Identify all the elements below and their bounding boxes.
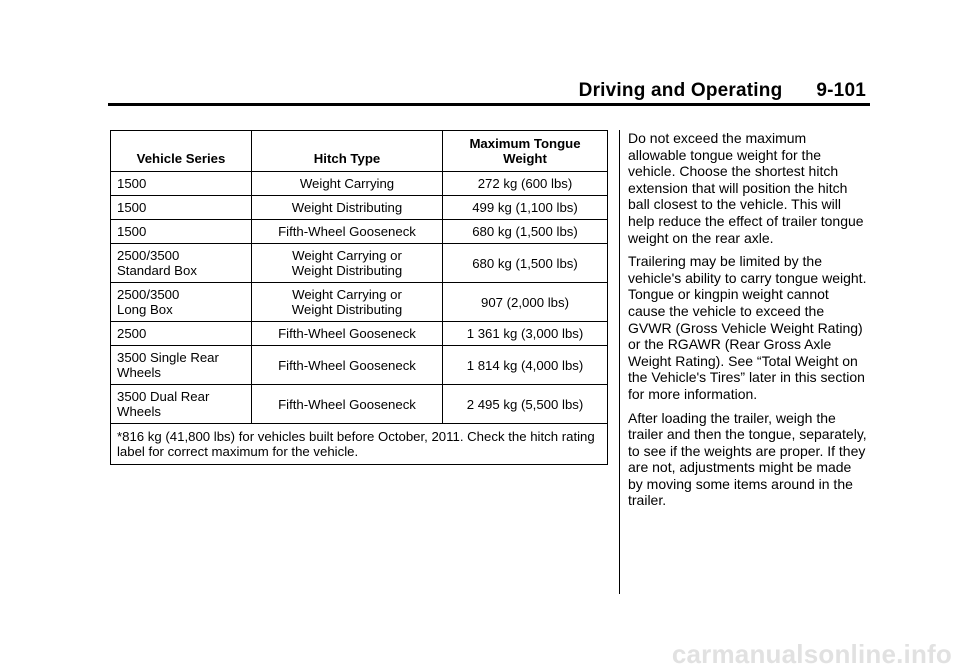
- table-row: [111, 244, 608, 283]
- tongue-weight-cell: 907 (2,000 lbs): [443, 283, 608, 322]
- vehicle-series-cell: 3500 Dual Rear Wheels: [111, 385, 252, 424]
- header-vehicle-series: Vehicle Series: [111, 131, 252, 172]
- tongue-weight-cell: 680 kg (1,500 lbs): [443, 220, 608, 244]
- tongue-weight-cell: 1 814 kg (4,000 lbs): [443, 346, 608, 385]
- page-header: [579, 80, 866, 102]
- table-row: [111, 346, 608, 385]
- body-paragraph: After loading the trailer, weigh the trailer and then the tongue, separately, to see if the weights are proper. If they are not, adjustments might be made by moving some items around in the trailer.: [628, 409, 867, 509]
- body-text: [628, 130, 868, 516]
- table-row: [111, 322, 608, 346]
- tongue-weight-cell: 1 361 kg (3,000 lbs): [443, 322, 608, 346]
- vehicle-series-cell: 2500/3500 Standard Box: [111, 244, 252, 283]
- hitch-type-cell: Weight Carrying or Weight Distributing: [252, 283, 443, 322]
- watermark: carmanualsonline.info: [671, 639, 952, 669]
- tongue-weight-cell: 2 495 kg (5,500 lbs): [443, 385, 608, 424]
- vehicle-series-cell: 3500 Single Rear Wheels: [111, 346, 252, 385]
- page-number: 9-101: [816, 80, 866, 101]
- tongue-weight-cell: 680 kg (1,500 lbs): [443, 244, 608, 283]
- hitch-type-cell: Weight Carrying or Weight Distributing: [252, 244, 443, 283]
- vehicle-series-cell: 2500/3500 Long Box: [111, 283, 252, 322]
- tongue-weight-cell: 272 kg (600 lbs): [443, 172, 608, 196]
- table-footnote: *816 kg (41,800 lbs) for vehicles built before October, 2011. Check the hitch rating label for correct maximum for the vehicle.: [111, 424, 608, 465]
- hitch-type-cell: Weight Distributing: [252, 196, 443, 220]
- tongue-weight-table: [110, 130, 608, 465]
- vehicle-series-cell: 1500: [111, 220, 252, 244]
- hitch-type-cell: Fifth-Wheel Gooseneck: [252, 385, 443, 424]
- vehicle-series-cell: 1500: [111, 172, 252, 196]
- table-row: [111, 283, 608, 322]
- hitch-type-cell: Weight Carrying: [252, 172, 443, 196]
- header-rule: [108, 103, 870, 106]
- header-hitch-type: Hitch Type: [252, 131, 443, 172]
- table-row: [111, 385, 608, 424]
- table-row: [111, 172, 608, 196]
- vehicle-series-cell: 2500: [111, 322, 252, 346]
- table-row: [111, 196, 608, 220]
- body-paragraph: Trailering may be limited by the vehicle's ability to carry tongue weight. Tongue or kingpin weight cannot cause the vehicle to exceed the GVWR (Gross Vehicle Weight Rating) or the RGAWR (Rear Gross Axle Weight Rating). See “Total Weight on the Vehicle's Tires” later in this section for more information.: [628, 253, 867, 402]
- hitch-type-cell: Fifth-Wheel Gooseneck: [252, 346, 443, 385]
- table-body: [111, 172, 608, 465]
- table-row: [111, 220, 608, 244]
- body-paragraph: Do not exceed the maximum allowable tongue weight for the vehicle. Choose the shortest hitch extension that will position the hitch ball closest to the vehicle. This will help reduce the effect of trailer tongue weight on the rear axle.: [628, 130, 864, 246]
- table-footnote-row: [111, 424, 608, 465]
- tongue-weight-cell: 499 kg (1,100 lbs): [443, 196, 608, 220]
- column-divider: [619, 130, 620, 594]
- table-header-row: [111, 131, 608, 172]
- hitch-type-cell: Fifth-Wheel Gooseneck: [252, 220, 443, 244]
- hitch-type-cell: Fifth-Wheel Gooseneck: [252, 322, 443, 346]
- header-max-tongue-weight: Maximum Tongue Weight: [443, 131, 608, 172]
- vehicle-series-cell: 1500: [111, 196, 252, 220]
- section-title: Driving and Operating: [578, 80, 783, 101]
